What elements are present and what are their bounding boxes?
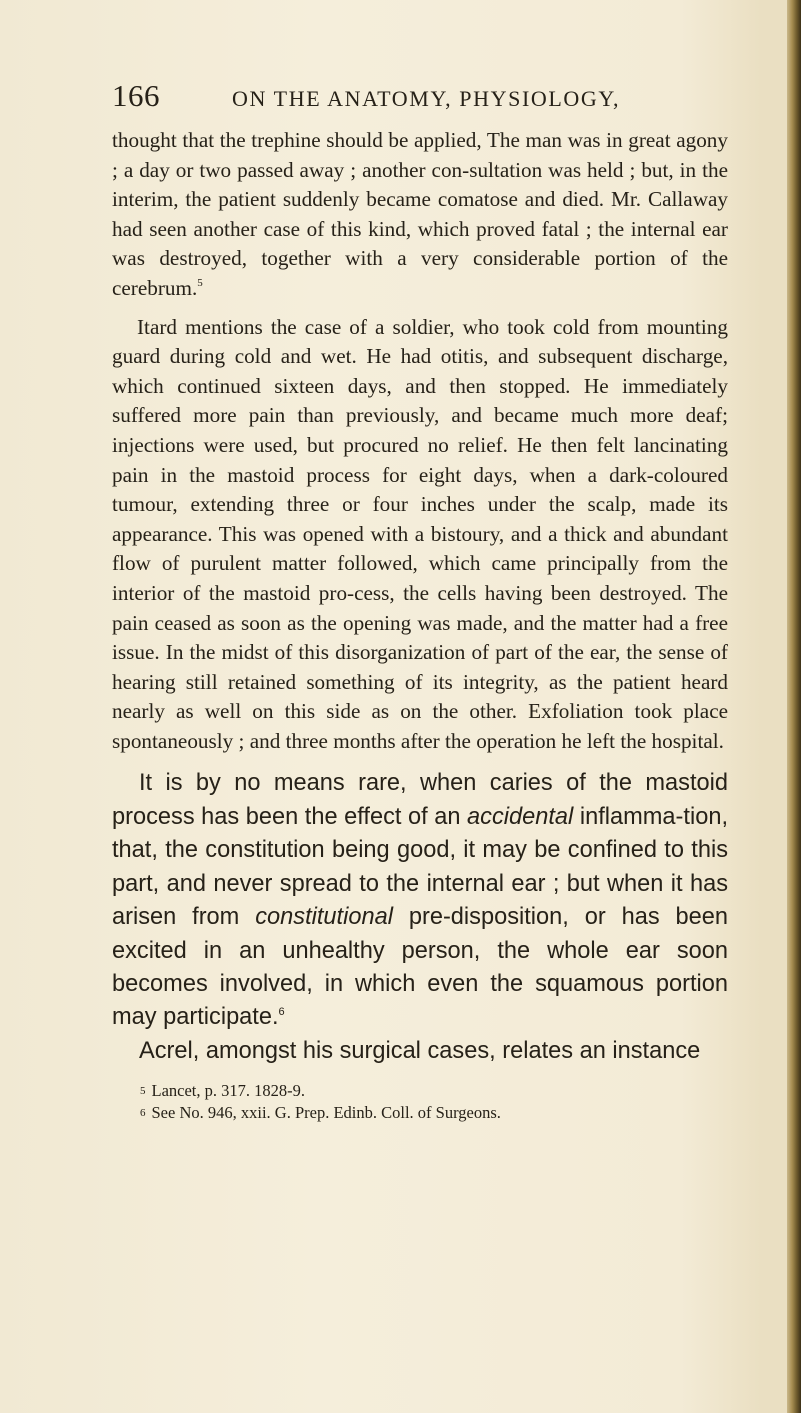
body-text (112, 126, 728, 1124)
paragraph-text-part: pre-disposition, or has been excited in an unhealthy person, the whole ear soon becomes involved, in which even the squamous portion may participate. (112, 904, 728, 1031)
italic-accidental: accidental (467, 803, 574, 830)
paragraph-mastoid-caries (112, 767, 728, 1034)
running-head: ON THE ANATOMY, PHYSIOLOGY, (232, 86, 621, 111)
page-number: 166 (112, 78, 160, 113)
page-header (112, 78, 672, 122)
paragraph-itard-case (112, 313, 728, 757)
footnote-ref-6: 6 (278, 1006, 285, 1019)
footnote-5 (112, 1080, 728, 1102)
italic-constitutional: constitutional (255, 904, 393, 931)
footnote-text: See No. 946, xxii. G. Prep. Edinb. Coll. of Surgeons. (151, 1103, 501, 1123)
page-edge (787, 0, 801, 1413)
paragraph-text: Acrel, amongst his surgical cases, relates an instance (139, 1037, 701, 1064)
paragraph-text-part: inflamma-tion, that, the constitution being good, it may be confined to this part, and never spread to the internal ear ; but when it has arisen from (112, 803, 729, 931)
footnote-mark: 5 (140, 1085, 146, 1098)
paragraph-text: Itard mentions the case of a soldier, who took cold from mounting guard during cold and wet. He had otitis, and subsequent discharge, which continued sixteen days, and then stopped. He immediately suffered more pain than previously, and became much more deaf; injections were used, but procured no relief. He then felt lancinating pain in the mastoid process for eight days, when a dark-coloured tumour, extending three or four inches under the scalp, made its appearance. This was opened with a bistoury, and a thick and abundant flow of purulent matter followed, which came principally from the interior of the mastoid pro-cess, the cells having been destroyed. The pain ceased as soon as the opening was made, and the matter had a free issue. In the midst of this disorganization of part of the ear, the sense of hearing still retained something of its integrity, as the patient heard nearly as well on this side as on the other. Exfoliation took place spontaneously ; and three months after the operation he left the hospital. (112, 314, 728, 753)
footnote-text: Lancet, p. 317. 1828-9. (151, 1081, 306, 1101)
footnote-6 (112, 1102, 728, 1124)
footnote-mark: 6 (140, 1107, 146, 1120)
footnote-ref-5: 5 (197, 276, 203, 289)
paragraph-text: thought that the trephine should be applied, The man was in great agony ; a day or two passed away ; another con-sultation was held ; but, in the interim, the patient suddenly became comatose and died. Mr. Callaway had seen another case of this kind, which proved fatal ; the internal ear was destroyed, together with a very considerable portion of the cerebrum. (112, 128, 728, 300)
paragraph-acrel (112, 1035, 728, 1068)
paragraph-callaway-case (112, 126, 728, 304)
paragraph-text-part: It is by no means rare, when caries of the mastoid process has been the effect of an (112, 770, 728, 830)
footnotes (112, 1080, 728, 1124)
